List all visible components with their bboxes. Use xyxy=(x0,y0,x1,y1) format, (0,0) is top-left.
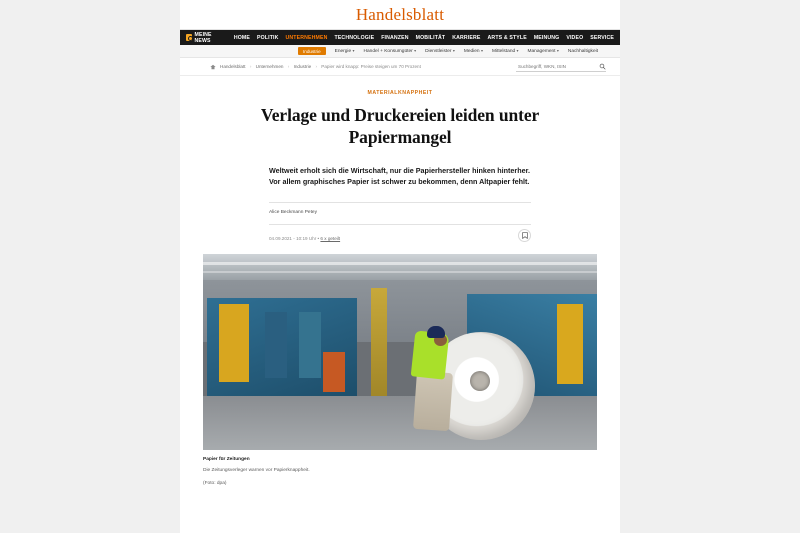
subnav-item-handel-label: Handel + Konsumgüter xyxy=(363,49,413,54)
figure-caption: Die Zeitungsverleger warnen vor Papierknappheit. xyxy=(203,468,310,474)
chevron-down-icon: ▾ xyxy=(480,48,483,53)
nav-item-video[interactable]: VIDEO xyxy=(566,34,584,41)
bookmark-icon xyxy=(522,232,528,239)
nav-item-home[interactable]: HOME xyxy=(233,34,250,41)
nav-item-politik[interactable]: POLITIK xyxy=(256,34,279,41)
nav-item-mobilitaet[interactable]: MOBILITÄT xyxy=(415,34,446,41)
photo-worker-cap xyxy=(427,326,445,338)
masthead xyxy=(180,0,620,30)
search-box[interactable] xyxy=(516,62,606,72)
article-lead: Weltweit erholt sich die Wirtschaft, nur die Papierhersteller hinken hinterher. Vor allem graphisches Papier ist schwer zu bekommen, denn Altpapier fehlt. xyxy=(269,165,531,187)
breadcrumb-bar xyxy=(180,58,620,76)
nav-item-karriere[interactable]: KARRIERE xyxy=(452,34,481,41)
subnav-item-medien[interactable] xyxy=(464,48,483,54)
photo-floor xyxy=(203,396,597,450)
search-input[interactable] xyxy=(516,64,594,70)
article-figure xyxy=(203,254,597,487)
subnav-item-mittelstand[interactable] xyxy=(492,48,519,54)
subnav-item-dienstleister-label: Dienstleister xyxy=(425,49,452,54)
subnav-item-energie-label: Energie xyxy=(334,49,352,54)
site-logo[interactable]: Handelsblatt xyxy=(355,4,445,24)
byline-container xyxy=(269,202,531,215)
breadcrumb xyxy=(220,64,421,69)
chevron-down-icon: ▾ xyxy=(352,48,355,53)
chevron-down-icon: ▾ xyxy=(556,48,559,53)
page-title: Verlage und Druckereien leiden unter Papiermangel xyxy=(260,105,540,148)
nav-item-arts-and-style[interactable]: ARTS & STYLE xyxy=(487,34,527,41)
search-icon[interactable] xyxy=(599,63,606,70)
subnav-item-medien-label: Medien xyxy=(463,49,480,54)
subnav-chip-industrie[interactable]: Industrie xyxy=(298,47,326,55)
nav-item-service[interactable]: SERVICE xyxy=(590,34,614,41)
photo-fire-extinguisher xyxy=(323,352,345,392)
article-meta xyxy=(269,224,531,244)
chevron-down-icon: ▾ xyxy=(516,48,519,53)
browser-page xyxy=(180,0,620,533)
breadcrumb-separator: › xyxy=(287,64,290,69)
subnav-item-energie[interactable] xyxy=(335,48,355,54)
subnav-item-management[interactable] xyxy=(528,48,559,54)
nav-item-technologie[interactable]: TECHNOLOGIE xyxy=(334,34,375,41)
article-photo xyxy=(203,254,597,450)
subnav-item-management-label: Management xyxy=(527,49,556,54)
article-byline[interactable]: Alice Beckmann Petey xyxy=(269,210,317,216)
figure-title: Papier für Zeitungen xyxy=(203,457,250,463)
article-date: 04.09.2021 - 10:19 Uhr xyxy=(269,236,317,242)
breadcrumb-current: Papier wird knapp: Preise steigen um 70 Prozent xyxy=(321,64,421,69)
article xyxy=(180,76,620,244)
breadcrumb-item-handelsblatt[interactable]: Handelsblatt xyxy=(220,64,246,69)
breadcrumb-item-industrie[interactable]: Industrie xyxy=(293,64,312,69)
photo-worker-legs xyxy=(413,371,453,431)
home-icon[interactable] xyxy=(210,64,216,70)
article-kicker: MATERIALKNAPPHEIT xyxy=(367,90,433,96)
article-meta-text xyxy=(269,236,340,241)
sub-navigation xyxy=(180,45,620,58)
my-news-label: MEINE NEWS xyxy=(194,31,212,44)
subnav-item-dienstleister[interactable] xyxy=(425,48,455,54)
nav-item-unternehmen[interactable]: UNTERNEHMEN xyxy=(285,34,328,41)
subnav-item-nachhaltigkeit[interactable]: Nachhaltigkeit xyxy=(567,48,599,54)
subnav-item-mittelstand-label: Mittelstand xyxy=(491,49,516,54)
meta-separator: • xyxy=(317,236,320,242)
chevron-down-icon: ▾ xyxy=(452,48,455,53)
my-news-button[interactable] xyxy=(186,32,227,44)
bookmark-button[interactable] xyxy=(518,229,531,242)
photo-pillar xyxy=(371,288,387,408)
nav-item-meinung[interactable]: MEINUNG xyxy=(533,34,560,41)
breadcrumb-separator: › xyxy=(315,64,318,69)
chevron-down-icon: ▾ xyxy=(414,48,417,53)
nav-item-finanzen[interactable]: FINANZEN xyxy=(381,34,409,41)
figure-credit: (Foto: dpa) xyxy=(203,480,227,486)
article-share-count[interactable]: 6 x geteilt xyxy=(320,236,341,242)
subnav-item-handel-konsumgueter[interactable] xyxy=(364,48,417,54)
breadcrumb-separator: › xyxy=(249,64,252,69)
breadcrumb-item-unternehmen[interactable]: Unternehmen xyxy=(255,64,284,69)
my-news-icon xyxy=(186,34,192,41)
photo-ceiling xyxy=(203,254,597,280)
main-navigation xyxy=(180,30,620,45)
